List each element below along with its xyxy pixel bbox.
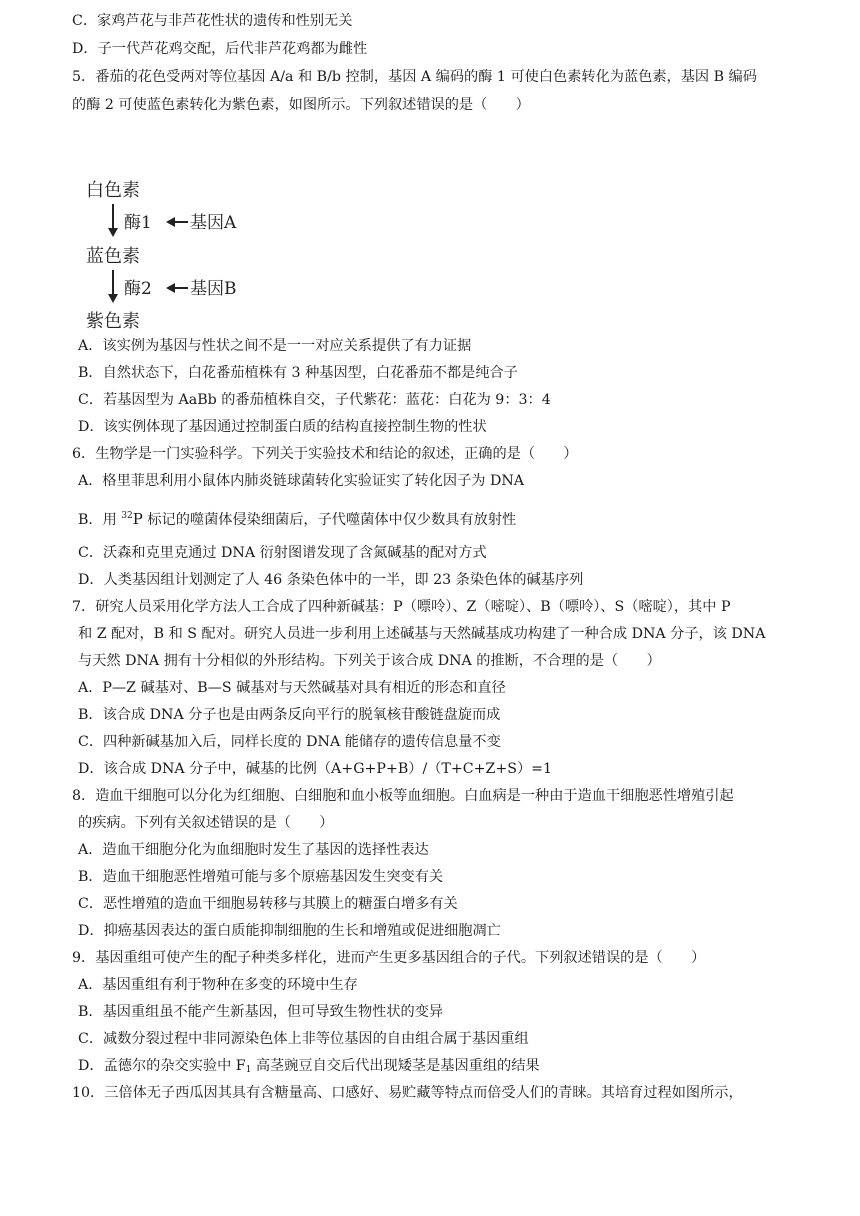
option-b: B．自然状态下，白花番茄植株有 3 种基因型，白花番茄不都是纯合子 <box>78 365 518 381</box>
question-7-stem: 7．研究人员采用化学方法人工合成了四种新碱基：P（嘌呤）、Z（嘧啶）、B（嘌呤）、S（嘧啶），其中 P <box>72 599 731 615</box>
option-d: D．抑癌基因表达的蛋白质能抑制细胞的生长和增殖或促进细胞凋亡 <box>78 923 501 939</box>
option-b: B．基因重组虽不能产生新基因，但可导致生物性状的变异 <box>78 1004 444 1020</box>
question-6-stem: 6．生物学是一门实验科学。下列关于实验技术和结论的叙述，正确的是（ ） <box>72 446 578 462</box>
question-5-stem: 的酶 2 可使蓝色素转化为紫色素，如图所示。下列叙述错误的是（ ） <box>72 97 530 113</box>
option-c: C．若基因型为 AaBb 的番茄植株自交，子代紫花：蓝花：白花为 9：3：4 <box>78 392 551 408</box>
option-c: C．恶性增殖的造血干细胞易转移与其膜上的糖蛋白增多有关 <box>78 896 458 912</box>
pigment-pathway-diagram <box>86 176 306 336</box>
isotope-mass-number: 32 <box>121 511 133 521</box>
question-7-stem: 与天然 DNA 拥有十分相似的外形结构。下列关于该合成 DNA 的推断，不合理的是（ ） <box>78 653 661 669</box>
arrow-shaft <box>174 221 188 223</box>
white-pigment-label: 白色素 <box>86 180 140 201</box>
option-c: C．减数分裂过程中非同源染色体上非等位基因的自由组合属于基因重组 <box>78 1031 529 1047</box>
option-a: A．P—Z 碱基对、B—S 碱基对与天然碱基对具有相近的形态和直径 <box>78 680 506 696</box>
question-8-stem: 8．造血干细胞可以分化为红细胞、白细胞和血小板等血细胞。白血病是一种由于造血干细胞恶性增殖引起 <box>72 788 734 804</box>
enzyme1-label: 酶1 <box>124 213 152 233</box>
option-d: D．人类基因组计划测定了人 46 条染色体中的一半，即 23 条染色体的碱基序列 <box>78 572 584 588</box>
purple-pigment-label: 紫色素 <box>86 311 140 332</box>
option-d-text: 高茎豌豆自交后代出现矮茎是基因重组的结果 <box>251 1058 540 1074</box>
option-a: A．该实例为基因与性状之间不是一一对应关系提供了有力证据 <box>78 338 472 354</box>
option-b-text: 标记的噬菌体侵染细菌后，子代噬菌体中仅少数具有放射性 <box>142 512 517 528</box>
down-arrow-icon <box>108 294 118 303</box>
option-a: A．格里菲思利用小鼠体内肺炎链球菌转化实验证实了转化因子为 DNA <box>78 473 525 489</box>
option-a: A．基因重组有利于物种在多变的环境中生存 <box>78 977 358 993</box>
option-d: D．该实例体现了基因通过控制蛋白质的结构直接控制生物的性状 <box>78 419 487 435</box>
option-d-prefix: D．孟德尔的杂交实验中 F <box>78 1058 246 1074</box>
question-7-stem: 和 Z 配对，B 和 S 配对。研究人员进一步利用上述碱基与天然碱基成功构建了一种合成 DNA 分子，该 DNA <box>78 626 766 642</box>
question-8-stem: 的疾病。下列有关叙述错误的是（ ） <box>78 815 334 831</box>
option-d <box>78 1056 800 1076</box>
isotope-symbol: P <box>132 510 143 528</box>
option-b: B．造血干细胞恶性增殖可能与多个原癌基因发生突变有关 <box>78 869 444 885</box>
question-5-stem: 5．番茄的花色受两对等位基因 A/a 和 B/b 控制，基因 A 编码的酶 1 可使白色素转化为蓝色素，基因 B 编码 <box>72 69 757 85</box>
option-a: A．造血干细胞分化为血细胞时发生了基因的选择性表达 <box>78 842 429 858</box>
question-9-stem: 9．基因重组可使产生的配子种类多样化，进而产生更多基因组合的子代。下列叙述错误的是（ ） <box>72 950 706 966</box>
gene-a-label: 基因A <box>190 213 237 233</box>
option-b: B．该合成 DNA 分子也是由两条反向平行的脱氧核苷酸链盘旋而成 <box>78 707 501 723</box>
option-c: C．四种新碱基加入后，同样长度的 DNA 能储存的遗传信息量不变 <box>78 734 501 750</box>
arrow-shaft <box>112 270 114 296</box>
generation-subscript: 1 <box>245 1065 252 1075</box>
enzyme2-label: 酶2 <box>124 279 152 299</box>
option-b <box>78 509 800 530</box>
down-arrow-icon <box>108 228 118 237</box>
text-line: D．子一代芦花鸡交配，后代非芦花鸡都为雌性 <box>72 41 368 57</box>
question-10-stem: 10．三倍体无子西瓜因其具有含糖量高、口感好、易贮藏等特点而倍受人们的青睐。其培育过程如图所示， <box>72 1085 743 1101</box>
option-b-prefix: B．用 <box>78 512 122 528</box>
blue-pigment-label: 蓝色素 <box>86 246 140 267</box>
gene-b-label: 基因B <box>190 279 237 299</box>
option-d: D．该合成 DNA 分子中，碱基的比例（A+G+P+B）/（T+C+Z+S）=1 <box>78 761 553 777</box>
option-c: C．沃森和克里克通过 DNA 衍射图谱发现了含氮碱基的配对方式 <box>78 545 487 561</box>
text-line: C．家鸡芦花与非芦花性状的遗传和性别无关 <box>72 13 353 29</box>
arrow-shaft <box>112 204 114 230</box>
arrow-shaft <box>174 287 188 289</box>
